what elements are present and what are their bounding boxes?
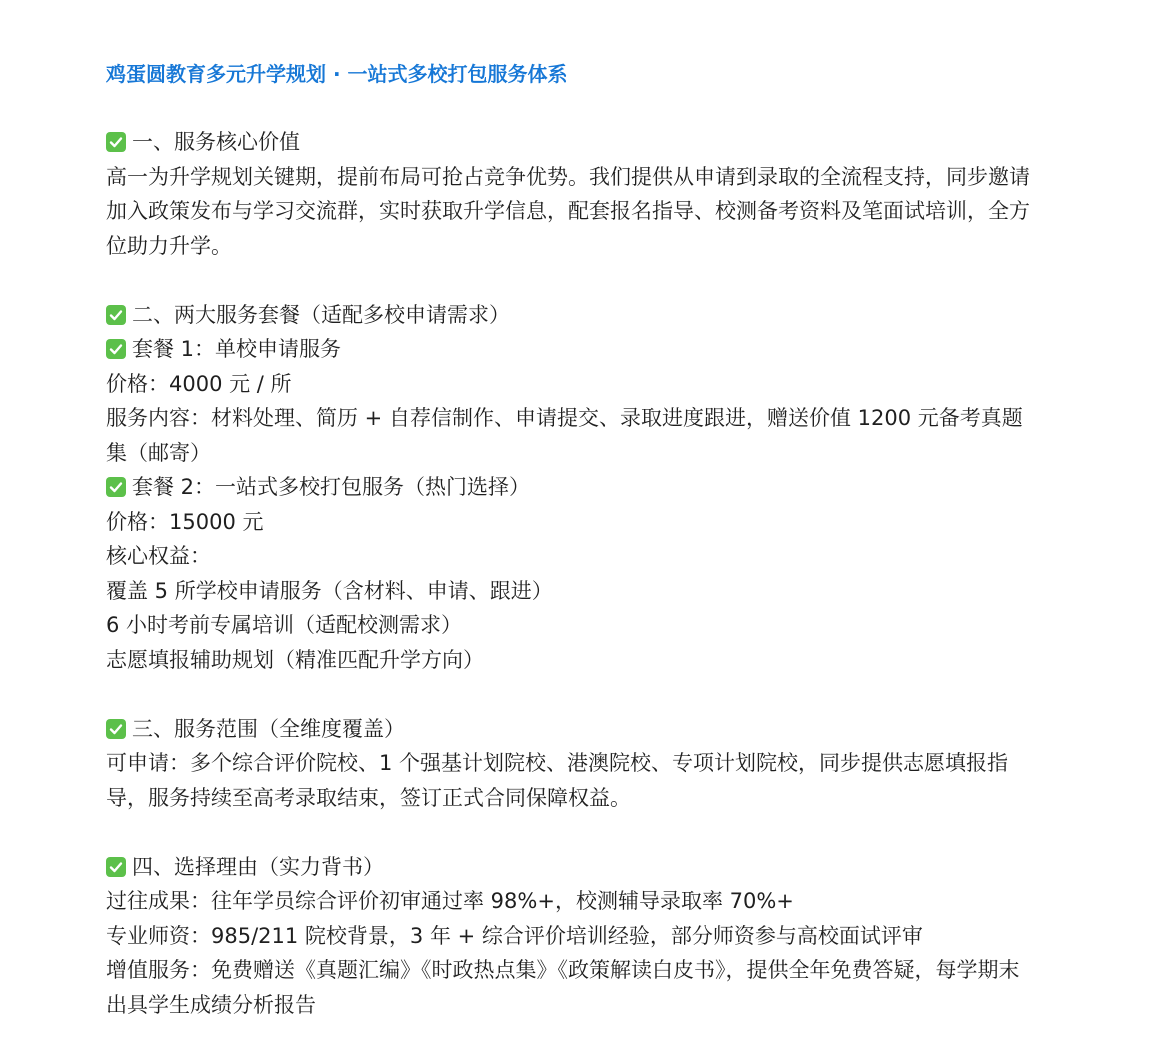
package-2-benefit-3: 志愿填报辅助规划（精准匹配升学方向）: [106, 647, 484, 672]
package-2-benefit-1: 覆盖 5 所学校申请服务（含材料、申请、跟进）: [106, 578, 553, 603]
package-1-content: 服务内容：材料处理、简历 + 自荐信制作、申请提交、录取进度跟进，赠送价值 1200 元备考真题集（邮寄）: [106, 406, 1023, 465]
section-3-heading-text: 三、服务范围（全维度覆盖）: [132, 716, 405, 741]
document-title: 鸡蛋圆教育多元升学规划 · 一站式多校打包服务体系: [106, 62, 568, 86]
check-mark-icon: [106, 477, 126, 497]
package-2-heading: [106, 470, 1036, 505]
section-4-heading-text: 四、选择理由（实力背书）: [132, 854, 384, 879]
section-4-teachers: 专业师资：985/211 院校背景，3 年 + 综合评价培训经验，部分师资参与高校面试评审: [106, 923, 923, 948]
section-2-heading-text: 二、两大服务套餐（适配多校申请需求）: [132, 302, 510, 327]
check-mark-icon: [106, 305, 126, 325]
package-2-price: 价格：15000 元: [106, 509, 264, 534]
package-2-benefit-2: 6 小时考前专属培训（适配校测需求）: [106, 613, 463, 637]
section-4-heading: [106, 850, 1036, 885]
package-2-benefits-label: 核心权益：: [106, 544, 211, 568]
check-mark-icon: [106, 339, 126, 359]
section-3-body: 可申请：多个综合评价院校、1 个强基计划院校、港澳院校、专项计划院校，同步提供志愿填报指导，服务持续至高考录取结束，签订正式合同保障权益。: [106, 751, 1009, 810]
package-1-heading: [106, 332, 1036, 367]
spacer: [106, 815, 1036, 850]
package-1-price: 价格：4000 元 / 所: [106, 371, 292, 396]
section-4-value-added: 增值服务：免费赠送《真题汇编》《时政热点集》《政策解读白皮书》，提供全年免费答疑，每学期末出具学生成绩分析报告: [106, 958, 1020, 1017]
package-1-heading-text: 套餐 1：单校申请服务: [132, 337, 342, 361]
package-2-heading-text: 套餐 2：一站式多校打包服务（热门选择）: [132, 475, 531, 499]
document: [106, 57, 1036, 1022]
section-3-heading: [106, 712, 1036, 747]
section-2-heading: [106, 298, 1036, 333]
spacer: [106, 677, 1036, 712]
check-mark-icon: [106, 132, 126, 152]
check-mark-icon: [106, 719, 126, 739]
section-1-heading: [106, 125, 1036, 160]
check-mark-icon: [106, 857, 126, 877]
section-4-results: 过往成果：往年学员综合评价初审通过率 98%+，校测辅导录取率 70%+: [106, 889, 794, 913]
section-1-heading-text: 一、服务核心价值: [132, 130, 300, 154]
spacer: [106, 263, 1036, 298]
section-1-body: 高一为升学规划关键期，提前布局可抢占竞争优势。我们提供从申请到录取的全流程支持，同步邀请加入政策发布与学习交流群，实时获取升学信息，配套报名指导、校测备考资料及笔面试培训，全方位助力升学。: [106, 164, 1030, 258]
